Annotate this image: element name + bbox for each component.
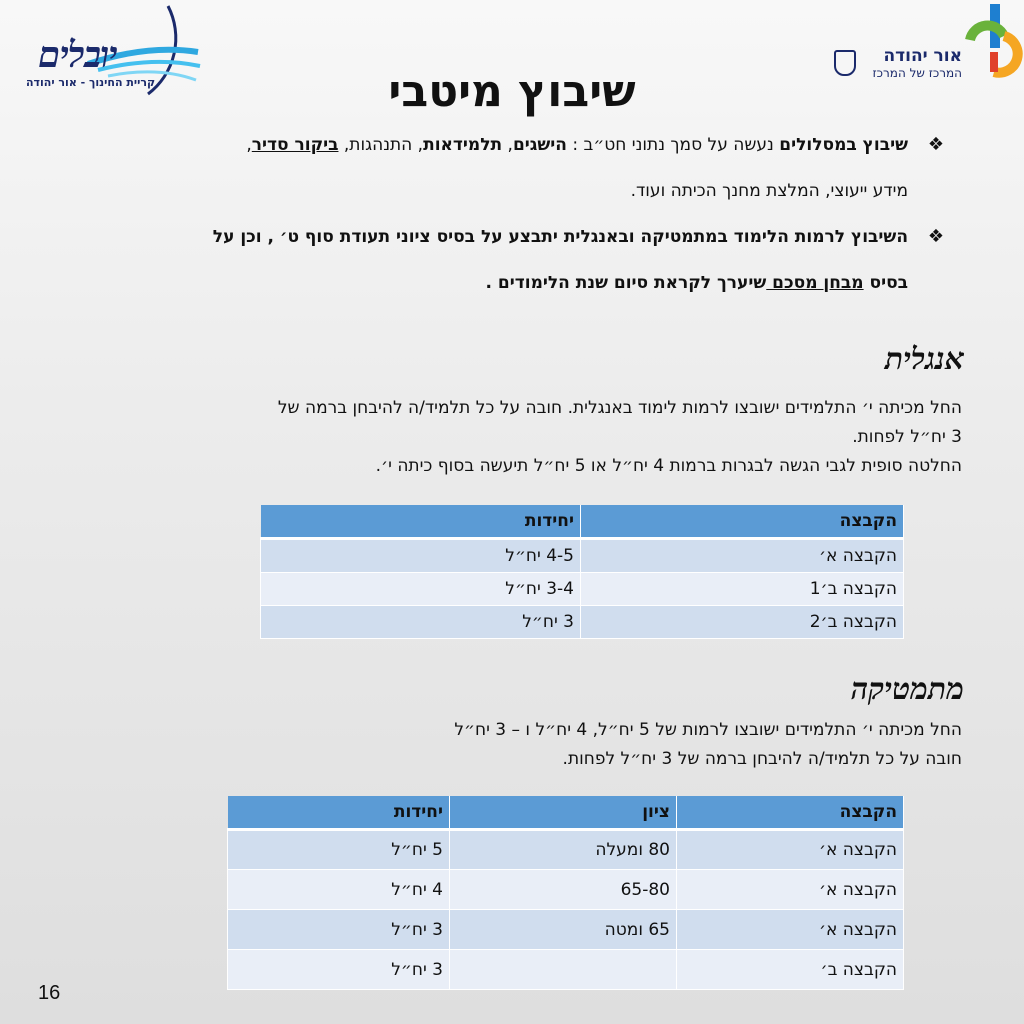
english-table [260, 505, 904, 639]
column-header: ציון [450, 796, 677, 830]
page-number: 16 [38, 982, 61, 1004]
bullet-level-placement: ❖ השיבוץ לרמות הלימוד במתמטיקה ובאנגלית יתבצע על בסיס ציוני תעודת סוף ט׳ , וכן על בסיס מבחן מסכם שיערך לקראת סיום שנת הלימודים . [44, 214, 944, 306]
page-title: שיבוץ מיטבי [388, 66, 636, 117]
math-description: החל מכיתה י׳ התלמידים ישובצו לרמות של 5 יח״ל, 4 יח״ל ו – 3 יח״ל חובה על כל תלמיד/ה להיבחן ברמה של 3 יח״ל לפחות. [454, 720, 962, 769]
logo-right-name: אור יהודה [883, 46, 962, 66]
table-row: הקבצה ב׳2 3 יח״ל [261, 606, 904, 639]
table-row: הקבצה א׳ 65-80 4 יח״ל [228, 870, 904, 910]
english-description: החל מכיתה י׳ התלמידים ישובצו לרמות לימוד באנגלית. חובה על כל תלמיד/ה להיבחן ברמה של 3 יח״ל לפחות. החלטה סופית לגבי הגשה לבגרות ברמות 4 יח״ל או 5 יח״ל תיעשה בסוף כיתה י׳. [277, 398, 962, 476]
column-header: יחידות [228, 796, 450, 830]
logo-right-tagline: המרכז של המרכז [872, 66, 962, 80]
column-header: הקבצה [581, 505, 904, 539]
diamond-bullet-icon: ❖ [927, 134, 944, 155]
diamond-bullet-icon: ❖ [927, 226, 944, 247]
table-row: הקבצה א׳ 65 ומטה 3 יח״ל [228, 910, 904, 950]
bullet-list [44, 122, 944, 306]
logo-left-name: יובלים [38, 34, 117, 76]
math-section-title: מתמטיקה [850, 672, 964, 707]
table-row: הקבצה ב׳ 3 יח״ל [228, 950, 904, 990]
column-header: הקבצה [677, 796, 904, 830]
column-header: יחידות [261, 505, 581, 539]
math-table [227, 796, 904, 990]
bullet-placement-tracks: ❖ שיבוץ במסלולים נעשה על סמך נתוני חט״ב : הישגים, תלמידאות, התנהגות, ביקור סדיר, מידע ייעוצי, המלצת מחנך הכיתה ועוד. [44, 122, 944, 214]
table-row: הקבצה ב׳1 3-4 יח״ל [261, 573, 904, 606]
english-section-title: אנגלית [884, 342, 964, 377]
table-row: הקבצה א׳ 4-5 יח״ל [261, 539, 904, 573]
table-row: הקבצה א׳ 80 ומעלה 5 יח״ל [228, 830, 904, 870]
logo-left-subtitle: קריית החינוך - אור יהודה [26, 76, 156, 89]
